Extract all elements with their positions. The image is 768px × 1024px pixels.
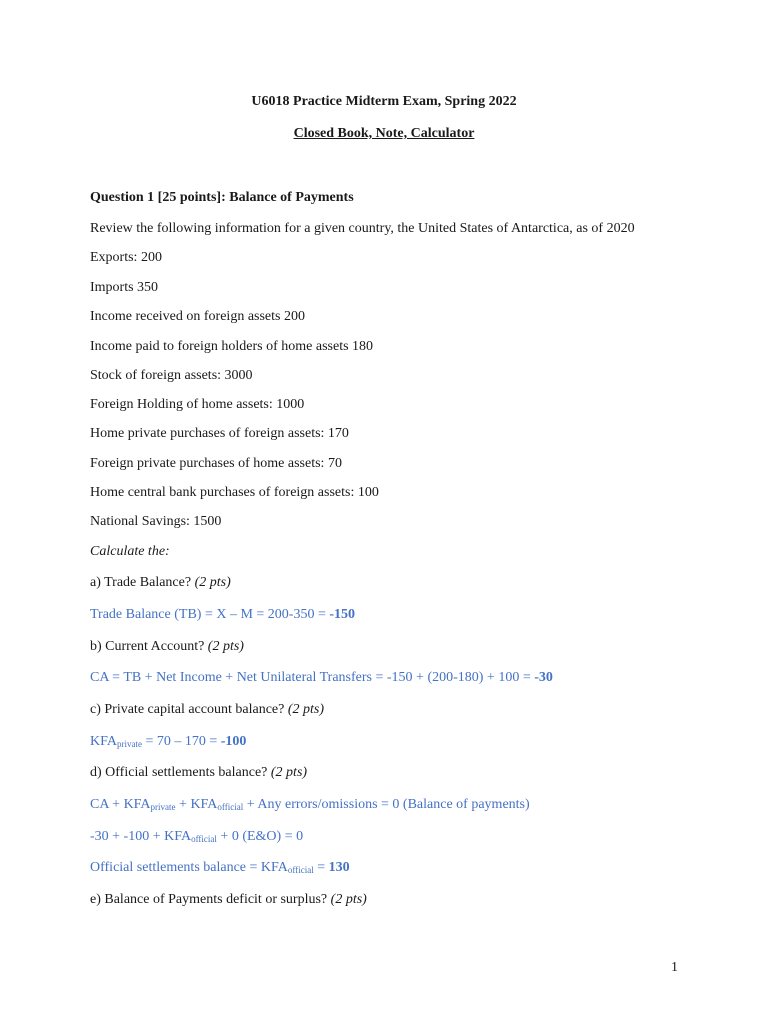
kfa-subscript: private <box>150 802 176 812</box>
fact-item: Foreign private purchases of home assets: 70 <box>90 456 342 471</box>
part-e-label: e) Balance of Payments deficit or surplus? <box>90 892 328 907</box>
kfa-subscript: official <box>191 834 217 844</box>
answer-value: -150 <box>329 607 356 622</box>
answer-text: Official settlements balance = KFA <box>90 860 288 875</box>
kfa-text: KFA <box>90 734 117 749</box>
answer-text: -30 + -100 + KFA <box>90 829 192 844</box>
answer-value: -100 <box>220 734 247 749</box>
answer-text: + KFA <box>175 797 218 812</box>
part-d-question <box>90 764 307 782</box>
exam-title: U6018 Practice Midterm Exam, Spring 2022 <box>251 94 517 109</box>
part-e-points: (2 pts) <box>330 892 367 907</box>
fact-item: National Savings: 1500 <box>90 514 222 529</box>
fact-item: Income received on foreign assets 200 <box>90 309 305 324</box>
part-a-answer <box>90 606 355 624</box>
answer-value: 130 <box>328 860 350 875</box>
part-a-points: (2 pts) <box>194 575 231 590</box>
part-c-question <box>90 701 324 719</box>
calculate-prompt: Calculate the: <box>90 544 170 559</box>
exam-subtitle <box>0 125 768 143</box>
fact-item: Imports 350 <box>90 280 159 295</box>
answer-text: Trade Balance (TB) = X – M = 200-350 = <box>90 607 330 622</box>
answer-text: + Any errors/omissions = 0 (Balance of payments) <box>243 797 530 812</box>
part-d-answer-line-2 <box>90 828 303 846</box>
part-d-answer-line-3 <box>90 859 350 877</box>
answer-text: CA + KFA <box>90 797 151 812</box>
kfa-subscript: official <box>287 865 314 875</box>
part-d-answer-line-1 <box>90 796 530 814</box>
fact-item: Home central bank purchases of foreign assets: 100 <box>90 485 379 500</box>
fact-item: Foreign Holding of home assets: 1000 <box>90 397 305 412</box>
part-a-label: a) Trade Balance? <box>90 575 192 590</box>
part-d-points: (2 pts) <box>270 765 308 780</box>
part-e-question <box>90 891 367 909</box>
kfa-subscript: private <box>116 739 142 749</box>
kfa-subscript: official <box>217 802 244 812</box>
page-number: 1 <box>671 960 678 975</box>
subtitle-text: Closed Book, Note, Calculator <box>293 126 475 141</box>
fact-item: Stock of foreign assets: 3000 <box>90 368 253 383</box>
fact-item: Home private purchases of foreign assets: 170 <box>90 426 349 441</box>
answer-value: -30 <box>534 670 553 685</box>
fact-item: Income paid to foreign holders of home assets 180 <box>90 339 374 354</box>
part-b-answer <box>90 669 553 687</box>
part-c-answer <box>90 733 246 751</box>
answer-text: + 0 (E&O) = 0 <box>216 829 304 844</box>
question-heading: Question 1 [25 points]: Balance of Payments <box>90 190 354 205</box>
answer-text: CA = TB + Net Income + Net Unilateral Transfers = -150 + (200-180) + 100 = <box>90 670 535 685</box>
part-c-label: c) Private capital account balance? <box>90 702 285 717</box>
part-d-label: d) Official settlements balance? <box>90 765 268 780</box>
part-b-points: (2 pts) <box>207 639 244 654</box>
part-b-label: b) Current Account? <box>90 639 205 654</box>
answer-text: = <box>313 860 329 875</box>
answer-text: = 70 – 170 = <box>141 734 221 749</box>
question-intro: Review the following information for a given country, the United States of Antarctica, as of 2020 <box>90 221 635 236</box>
part-a-question <box>90 574 231 592</box>
part-b-question <box>90 638 244 656</box>
part-c-points: (2 pts) <box>287 702 325 717</box>
fact-item: Exports: 200 <box>90 250 162 265</box>
